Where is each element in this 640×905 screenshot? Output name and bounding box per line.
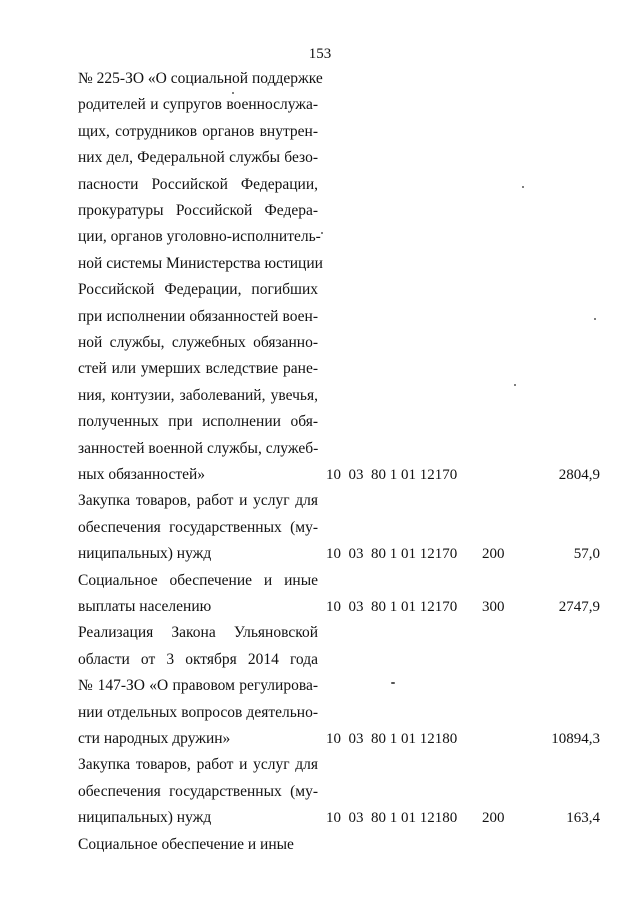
description-line: полученных при исполнении обя-	[78, 413, 318, 430]
description-line: щих, сотрудников органов внутрен-	[78, 123, 318, 140]
amount-value: 163,4	[566, 810, 600, 826]
description-line: Российской Федерации, погибших	[78, 281, 318, 298]
scan-speck	[391, 682, 395, 684]
description-line: Реализация Закона Ульяновской	[78, 624, 318, 641]
classification-code: 10 03 80 1 01 12170	[326, 467, 458, 483]
description-line: № 225-ЗО «О социальной поддержке	[78, 70, 323, 87]
expense-type-code: 200	[482, 546, 505, 562]
classification-code: 10 03 80 1 01 12180	[326, 810, 458, 826]
description-line: стей или умерших вследствие ране-	[78, 360, 318, 377]
description-line: нии отдельных вопросов деятельно-	[78, 704, 318, 721]
description-line: ных обязанностей»	[78, 466, 206, 483]
scan-speck	[514, 384, 516, 386]
description-line: ниципальных) нужд	[78, 809, 212, 826]
scan-speck	[321, 232, 323, 234]
expense-type-code: 200	[482, 810, 505, 826]
description-line: ной системы Министерства юстиции	[78, 255, 323, 272]
scan-speck	[594, 318, 596, 320]
amount-value: 57,0	[573, 546, 600, 562]
classification-code: 10 03 80 1 01 12170	[326, 546, 458, 562]
description-line: родителей и супругов военнослужа-	[78, 96, 318, 113]
description-line: пасности Российской Федерации,	[78, 176, 318, 193]
description-line: занностей военной службы, служеб-	[78, 440, 319, 457]
description-line: обеспечения государственных (му-	[78, 783, 318, 800]
scan-speck	[522, 186, 524, 188]
description-line: ции, органов уголовно-исполнитель-	[78, 228, 321, 245]
description-line: при исполнении обязанностей воен-	[78, 308, 318, 325]
description-line: выплаты населению	[78, 598, 212, 615]
amount-value: 2804,9	[558, 467, 600, 483]
description-line: сти народных дружин»	[78, 730, 231, 747]
description-line: Социальное обеспечение и иные	[78, 572, 318, 589]
amount-value: 2747,9	[558, 599, 600, 615]
amount-value: 10894,3	[551, 731, 600, 747]
description-line: Закупка товаров, работ и услуг для	[78, 756, 318, 773]
description-line: них дел, Федеральной службы безо-	[78, 149, 318, 166]
page-number: 153	[308, 46, 332, 62]
expense-type-code: 300	[482, 599, 505, 615]
description-line: № 147-ЗО «О правовом регулирова-	[78, 677, 318, 694]
description-line: прокуратуры Российской Федера-	[78, 202, 318, 219]
description-line: Закупка товаров, работ и услуг для	[78, 492, 318, 509]
scan-speck	[232, 92, 234, 94]
description-line: ной службы, служебных обязанно-	[78, 334, 318, 351]
description-line: обеспечения государственных (му-	[78, 519, 318, 536]
classification-code: 10 03 80 1 01 12170	[326, 599, 458, 615]
description-line: ния, контузии, заболеваний, увечья,	[78, 387, 318, 404]
description-line: области от 3 октября 2014 года	[78, 651, 318, 668]
description-line: ниципальных) нужд	[78, 545, 212, 562]
classification-code: 10 03 80 1 01 12180	[326, 731, 458, 747]
description-line: Социальное обеспечение и иные	[78, 836, 294, 853]
